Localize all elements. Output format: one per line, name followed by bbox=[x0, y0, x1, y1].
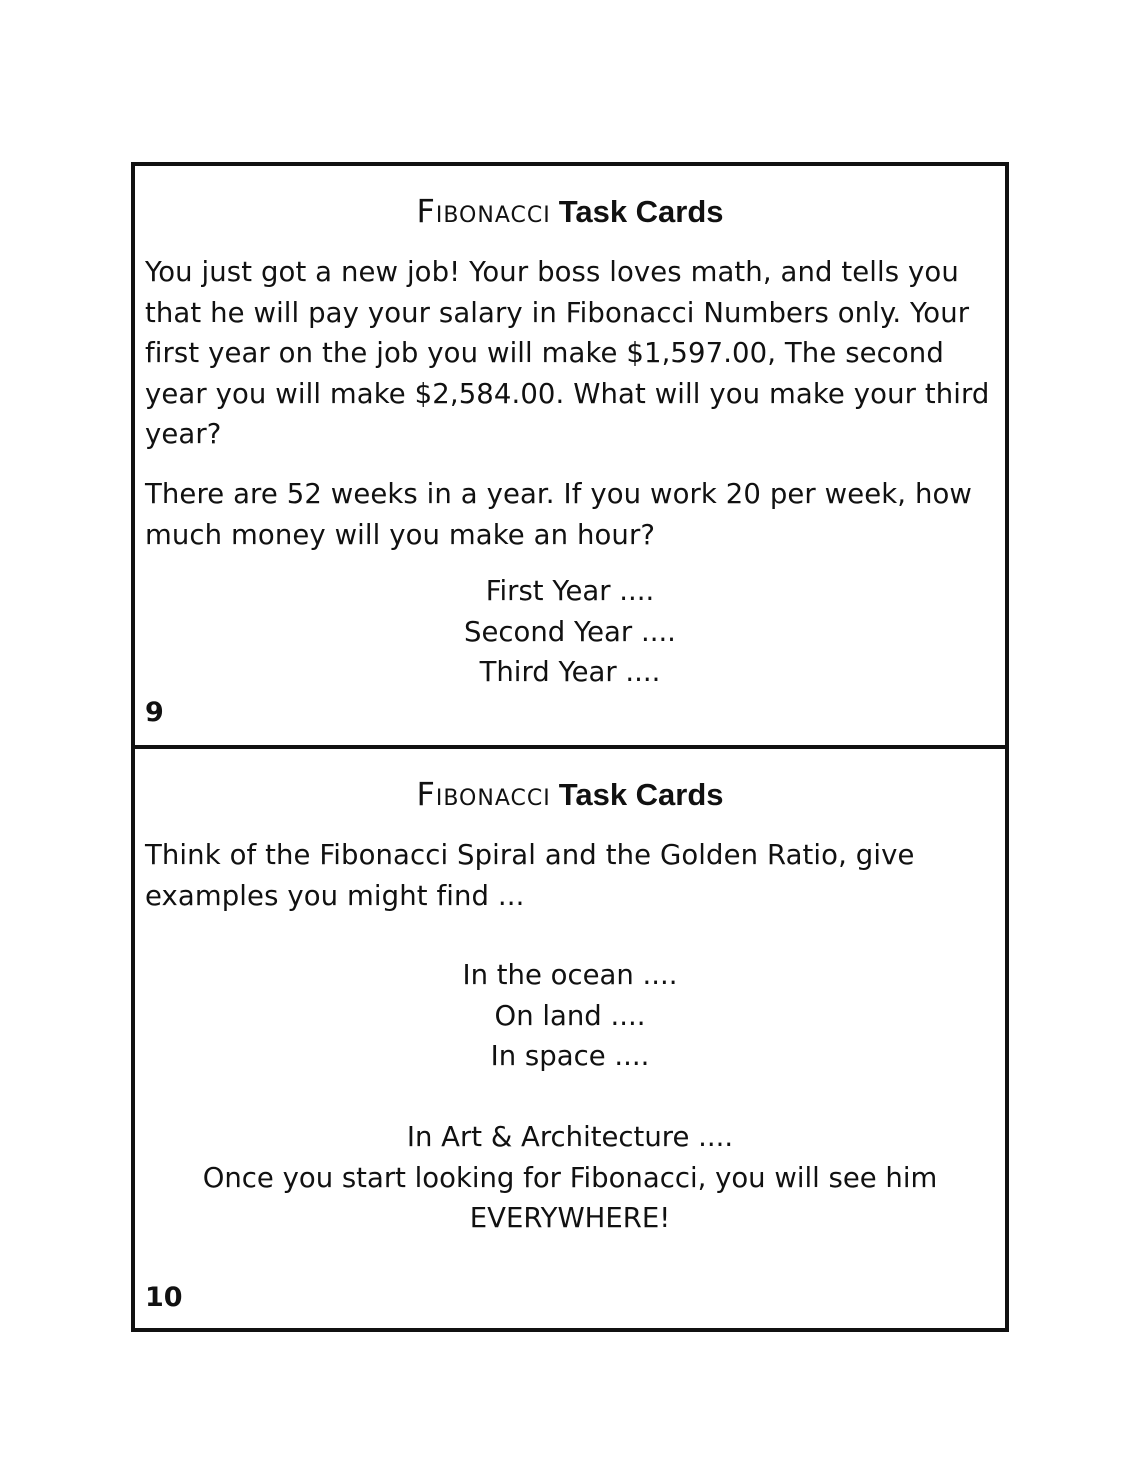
card-title bbox=[135, 773, 1005, 821]
example-line-land: On land .... bbox=[494, 999, 646, 1032]
answer-line-first-year: First Year .... bbox=[485, 575, 655, 607]
example-line-space: In space .... bbox=[490, 1040, 650, 1072]
example-line-ocean: In the ocean .... bbox=[462, 959, 678, 991]
answer-line-third-year: Third Year .... bbox=[479, 656, 661, 688]
title-brand: Fibonacci bbox=[416, 775, 551, 813]
example-line-art: In Art & Architecture .... bbox=[406, 1121, 734, 1153]
closing-everywhere: EVERYWHERE! bbox=[469, 1202, 671, 1234]
hourly-question: There are 52 weeks in a year. If you work 20 per week, how much money will you make an hour? bbox=[145, 478, 973, 551]
card-title bbox=[135, 190, 1005, 238]
title-brand: Fibonacci bbox=[416, 192, 551, 230]
title-subtitle: Task Cards bbox=[558, 777, 724, 812]
closing-sentence: Once you start looking for Fibonacci, you will see him bbox=[202, 1161, 938, 1194]
salary-question: You just got a new job! Your boss loves math, and tells you that he will pay your salary in Fibonacci Numbers only. Your first year on the job you will make $1,597.00, The second year you will make $2,584.00. What will you make your third year? bbox=[145, 256, 990, 450]
example-lines bbox=[135, 955, 1005, 1077]
card-number: 10 bbox=[145, 1282, 183, 1313]
answer-lines bbox=[135, 571, 1005, 693]
spiral-question: Think of the Fibonacci Spiral and the Golden Ratio, give examples you might find ... bbox=[145, 839, 915, 912]
task-card-9 bbox=[131, 162, 1009, 750]
task-card-10 bbox=[131, 745, 1009, 1332]
title-subtitle: Task Cards bbox=[558, 194, 724, 229]
answer-line-second-year: Second Year .... bbox=[464, 615, 676, 648]
card-number: 9 bbox=[145, 697, 164, 728]
closing-lines bbox=[135, 1117, 1005, 1239]
